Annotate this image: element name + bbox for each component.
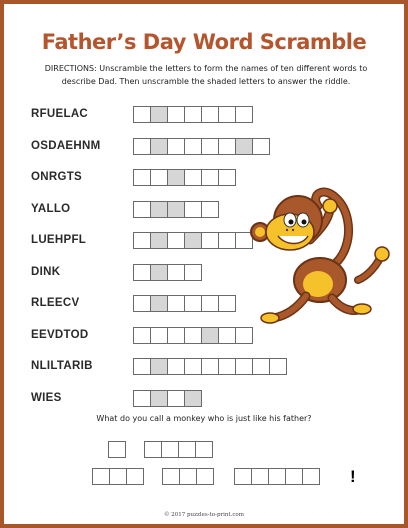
letter-box[interactable] xyxy=(184,201,202,218)
letter-box[interactable] xyxy=(218,358,236,375)
answer-box-row xyxy=(133,138,269,155)
riddle-letter-box[interactable] xyxy=(179,468,197,485)
riddle-answer-word xyxy=(108,441,125,458)
letter-box[interactable] xyxy=(184,106,202,123)
riddle-answer-word xyxy=(144,441,212,458)
shaded-letter-box[interactable] xyxy=(167,201,185,218)
riddle-letter-box[interactable] xyxy=(196,468,214,485)
letter-box[interactable] xyxy=(269,358,287,375)
answer-box-row xyxy=(133,295,235,312)
letter-box[interactable] xyxy=(252,138,270,155)
letter-box[interactable] xyxy=(218,106,236,123)
letter-box[interactable] xyxy=(218,138,236,155)
letter-box[interactable] xyxy=(133,390,151,407)
letter-box[interactable] xyxy=(201,295,219,312)
shaded-letter-box[interactable] xyxy=(184,232,202,249)
letter-box[interactable] xyxy=(184,264,202,281)
letter-box[interactable] xyxy=(133,169,151,186)
riddle-answer-word xyxy=(234,468,319,485)
scrambled-word: EEVDTOD xyxy=(31,328,89,341)
riddle-letter-box[interactable] xyxy=(92,468,110,485)
answer-box-row xyxy=(133,358,286,375)
riddle-letter-box[interactable] xyxy=(109,468,127,485)
letter-box[interactable] xyxy=(201,138,219,155)
shaded-letter-box[interactable] xyxy=(150,264,168,281)
riddle-letter-box[interactable] xyxy=(268,468,286,485)
shaded-letter-box[interactable] xyxy=(150,138,168,155)
answer-box-row xyxy=(133,106,252,123)
scrambled-word: RLEECV xyxy=(31,297,80,309)
letter-box[interactable] xyxy=(133,232,151,249)
shaded-letter-box[interactable] xyxy=(184,390,202,407)
riddle-question: What do you call a monkey who is just like his father? xyxy=(96,414,312,423)
shaded-letter-box[interactable] xyxy=(167,169,185,186)
letter-box[interactable] xyxy=(150,169,168,186)
riddle-letter-box[interactable] xyxy=(302,468,320,485)
letter-box[interactable] xyxy=(201,201,219,218)
letter-box[interactable] xyxy=(167,232,185,249)
letter-box[interactable] xyxy=(167,295,185,312)
answer-box-row xyxy=(133,390,201,407)
riddle-letter-box[interactable] xyxy=(234,468,252,485)
answer-box-row xyxy=(133,232,252,249)
answer-box-row xyxy=(133,327,252,344)
letter-box[interactable] xyxy=(133,295,151,312)
riddle-end-mark: ! xyxy=(350,467,356,486)
riddle-letter-box[interactable] xyxy=(162,468,180,485)
letter-box[interactable] xyxy=(218,327,236,344)
letter-box[interactable] xyxy=(167,106,185,123)
letter-box[interactable] xyxy=(167,358,185,375)
riddle-letter-box[interactable] xyxy=(144,441,162,458)
letter-box[interactable] xyxy=(201,358,219,375)
cartoon-monkey-illustration xyxy=(240,180,396,330)
scrambled-word: NLILTARIB xyxy=(31,360,93,372)
letter-box[interactable] xyxy=(167,264,185,281)
page-title: Father’s Day Word Scramble xyxy=(41,30,367,54)
riddle-letter-box[interactable] xyxy=(178,441,196,458)
directions-text: DIRECTIONS: Unscramble the letters to form the names of ten different words to describe Dad. Then unscramble the shaded letters to answer the riddle. xyxy=(44,64,368,86)
shaded-letter-box[interactable] xyxy=(235,138,253,155)
letter-box[interactable] xyxy=(201,232,219,249)
letter-box[interactable] xyxy=(133,106,151,123)
shaded-letter-box[interactable] xyxy=(150,390,168,407)
letter-box[interactable] xyxy=(184,358,202,375)
letter-box[interactable] xyxy=(167,390,185,407)
scrambled-word: ONRGTS xyxy=(31,171,82,183)
letter-box[interactable] xyxy=(252,358,270,375)
scrambled-word: RFUELAC xyxy=(31,108,89,120)
letter-box[interactable] xyxy=(201,106,219,123)
riddle-letter-box[interactable] xyxy=(108,441,126,458)
shaded-letter-box[interactable] xyxy=(201,327,219,344)
letter-box[interactable] xyxy=(235,358,253,375)
scrambled-word: WIES xyxy=(31,391,62,404)
letter-box[interactable] xyxy=(201,169,219,186)
letter-box[interactable] xyxy=(133,264,151,281)
letter-box[interactable] xyxy=(184,295,202,312)
shaded-letter-box[interactable] xyxy=(150,232,168,249)
shaded-letter-box[interactable] xyxy=(150,295,168,312)
letter-box[interactable] xyxy=(167,327,185,344)
riddle-answer-word xyxy=(162,468,213,485)
letter-box[interactable] xyxy=(184,327,202,344)
shaded-letter-box[interactable] xyxy=(150,106,168,123)
answer-box-row xyxy=(133,201,218,218)
scrambled-word: OSDAEHNM xyxy=(31,139,101,152)
riddle-answer-word xyxy=(92,468,143,485)
letter-box[interactable] xyxy=(133,138,151,155)
scrambled-word: LUEHPFL xyxy=(31,234,87,246)
letter-box[interactable] xyxy=(167,138,185,155)
riddle-letter-box[interactable] xyxy=(126,468,144,485)
shaded-letter-box[interactable] xyxy=(150,358,168,375)
letter-box[interactable] xyxy=(150,327,168,344)
shaded-letter-box[interactable] xyxy=(150,201,168,218)
copyright-notice: © 2017 puzzles-to-print.com xyxy=(164,512,244,518)
scrambled-word: YALLO xyxy=(31,202,71,215)
riddle-letter-box[interactable] xyxy=(285,468,303,485)
letter-box[interactable] xyxy=(218,295,236,312)
letter-box[interactable] xyxy=(133,201,151,218)
riddle-letter-box[interactable] xyxy=(161,441,179,458)
letter-box[interactable] xyxy=(133,327,151,344)
letter-box[interactable] xyxy=(184,169,202,186)
answer-box-row xyxy=(133,169,235,186)
letter-box[interactable] xyxy=(218,169,236,186)
letter-box[interactable] xyxy=(235,106,253,123)
riddle-letter-box[interactable] xyxy=(195,441,213,458)
letter-box[interactable] xyxy=(184,138,202,155)
letter-box[interactable] xyxy=(218,232,236,249)
answer-box-row xyxy=(133,264,201,281)
riddle-letter-box[interactable] xyxy=(251,468,269,485)
letter-box[interactable] xyxy=(133,358,151,375)
scrambled-word: DINK xyxy=(31,265,61,278)
